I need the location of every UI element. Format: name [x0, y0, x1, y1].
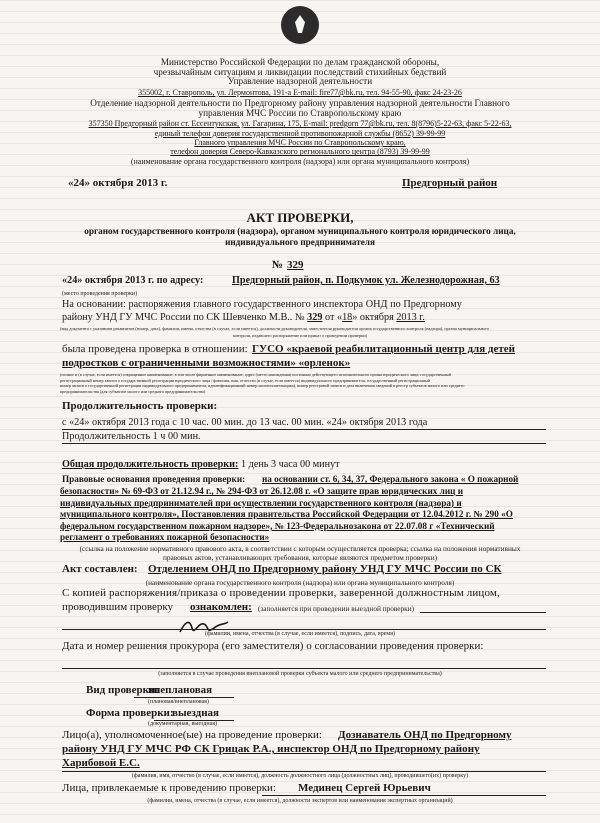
duration-line-1: с «24» октября 2013 года с 10 час. 00 мин. до 13 час. 00 мин. «24» октября 2013 года	[62, 417, 428, 428]
duration-underline-1	[62, 429, 546, 430]
signature-line	[62, 629, 546, 630]
entity-caption: (полное и (в случае, если имеется) сокращенное наименование, в том числе фирменное наименование, адрес (место нахождения) постоянно действующего исполнительного органа юридического лица, государственный регистрационный номер записи о государственной регистрации юридического лица / фамилия, имя, отчество (в случае, если имеется) индивидуального предпринимателя, государственный регистрационный номер записи о государственной регистрации индивидуального предпринимателя, идентификационный номер налогоплательщика), номер реестровой записи и дата включения сведений в реестр субъектов малого или среднего предпринимательства (для субъектов малого или среднего предпринимательства)	[60, 372, 465, 394]
kind-underline	[134, 697, 234, 698]
duration-label: Продолжительность проверки:	[62, 400, 218, 412]
legal-label: Правовые основания проведения проверки:	[62, 474, 246, 484]
act-subtitle: органом государственного контроля (надзора), органом муниципального контроля юридического лица, индивидуального предпринимателя	[84, 226, 516, 247]
experts-underline	[262, 795, 546, 796]
header-caption: (наименование органа государственного контроля (надзора) или органа муниципального контроля)	[130, 157, 470, 166]
order-number: 329	[307, 312, 323, 323]
act-title: АКТ ПРОВЕРКИ,	[246, 210, 354, 225]
prosecutor-caption: (заполняется в случае проведения внеплановой проверки субъекта малого или среднего предпринимательства)	[158, 671, 442, 677]
order-year: 2013 г.	[396, 312, 425, 323]
ministry-address: 355002, г. Ставрополь, ул. Лермонтова, 191-а E-mail: fire77@bk.ru, тел. 94-55-90, факс 24-23-26	[138, 88, 462, 97]
officials-line-2: району УНД ГУ МЧС РФ СК Грицак Р.А., инспектор ОНД по Предгорному району	[62, 743, 480, 755]
entity-line-2: подростков с ограниченными возможностями» «орленок»	[62, 357, 351, 369]
compiled-label: Акт составлен:	[62, 563, 138, 575]
experts-caption: (фамилии, имена, отчества (в случае, если имеется), должности экспертов или наименования экспертных организаций)	[147, 798, 453, 804]
experts-value: Мединец Сергей Юрьевич	[298, 782, 431, 794]
experts-label: Лица, привлекаемые к проведению проверки:	[62, 782, 276, 794]
basis-caption-1: (вид документа с указанием реквизитов (номер, дата), фамилии, имени, отчества (в случае, если имеется), должности руководителя, заместителя руководителя органа государственного контроля (надзора), органа муниципального	[60, 326, 490, 331]
department-name: Отделение надзорной деятельности по Предгорному району управления надзорной деятельности Главного управления МЧС России по Ставропольскому краю	[90, 98, 510, 118]
form-value: выездная	[172, 707, 219, 719]
entity-line-1: ГУСО «краевой реабилитационный центр для детей	[252, 343, 515, 355]
form-label: Форма проверки:	[86, 707, 174, 719]
prosecutor-line: Дата и номер решения прокурора (его заместителя) о согласовании проведения проверки:	[62, 640, 484, 652]
basis-line-1: На основании: распоряжения главного государственного инспектора ОНД по Предгорному	[62, 299, 462, 310]
copy-caption: (фамилии, имена, отчества (в случае, если имеется), подпись, дата, время)	[205, 631, 395, 637]
coat-of-arms-icon	[281, 6, 319, 44]
act-place: Предгорный район	[402, 177, 498, 189]
officials-caption: (фамилия, имя, отчество (в случае, если имеется), должность должностного лица (должностных лиц), проводившего(их) проверку)	[131, 773, 469, 779]
compiled-by: Отделением ОНД по Предгорному району УНД ГУ МЧС России по СК	[148, 563, 502, 575]
duration-underline-2	[62, 443, 546, 444]
acknowledged: ознакомлен:	[190, 601, 252, 613]
kind-value: внеплановая	[148, 684, 213, 696]
compiled-caption: (наименование органа государственного контроля (надзора) или органа муниципального контроля)	[145, 578, 455, 587]
inspection-date: «24» октября 2013 г. по адресу:	[62, 275, 204, 286]
total-duration: Общая продолжительность проверки: 1 день 3 часа 00 минут	[62, 459, 340, 470]
officials-underline	[62, 771, 546, 772]
copy-underline	[420, 612, 546, 613]
form-caption: (документарная, выездная)	[148, 721, 218, 727]
address-caption: (место проведения проверки)	[62, 291, 138, 297]
officials-line-1: Дознаватель ОНД по Предгорному	[338, 729, 512, 741]
copy-line-2: проводившим проверку	[62, 601, 174, 613]
legal-caption: (ссылка на положение нормативного правового акта, в соответствии с которым осуществляется проверка; ссылка на положения нормативных правовых актов, устанавливающих требования, которые являются предметом проверки)	[79, 544, 521, 562]
hotline-phones: единый телефон доверия государственной противопожарной службы (8652) 39-99-99 Главного управления МЧС России по Ставропольскому краю, телефон доверия Северо-Кавказского регионального центра (8793) 39-99-99	[154, 129, 446, 157]
duration-line-2: Продолжительность 1 ч 00 мин.	[62, 431, 201, 442]
conducted-prefix: была проведена проверка в отношении:	[62, 343, 248, 355]
legal-line-1: на основании ст. 6, 34, 37, Федерального закона « О пожарной	[262, 474, 519, 484]
ministry-header: Министерство Российской Федерации по делам гражданской обороны, чрезвычайным ситуациям и ликвидации последствий стихийных бедствий Управление надзорной деятельности	[153, 57, 447, 87]
officials-line-3: Харибовой Е.С.	[62, 757, 140, 769]
officials-prefix: Лицо(а), уполномоченное(ые) на проведение проверки:	[62, 729, 322, 741]
kind-label: Вид проверки:	[86, 684, 159, 696]
copy-line-1: С копией распоряжения/приказа о проведении проверки, заверенной должностным лицом,	[62, 587, 500, 599]
legal-text: безопасности» № 69-ФЗ от 21.12.94 г., № 294-ФЗ от 26.12.08 г. «О защите прав юридических лиц и индивидуальных предпринимателей при осуществлении государственного контроля (надзора) и муниципального контроля», Постановления правительства Российской Федерации от 12.04.2012 г. № 290 «О федеральном государственном пожарном надзоре», № 123-Федеральнозакона от 22.07.08 г «Технический регламент о требованиях пожарной безопасности»	[60, 486, 513, 543]
kind-caption: (плановая/внеплановая)	[148, 699, 209, 705]
act-date: «24» октября 2013 г.	[68, 177, 168, 189]
copy-inline-caption: (заполняется при проведении выездной проверки)	[258, 604, 415, 613]
order-day: 18	[342, 312, 353, 323]
department-address: 357350 Предгорный район ст. Ессентукская, ул. Гагарина, 175, E-mail: predgorn 77@bk.ru, тел. 8(8796)5-22-63, факс 5-22-63,	[88, 119, 512, 128]
basis-line-2: району УНД ГУ МЧС России по СК Шевченко М.В.. № 329 от «18» октября 2013 г.	[62, 312, 425, 323]
basis-caption-2: контроля, издавшего распоряжение или приказ о проведении проверки)	[232, 333, 368, 338]
act-number: 329	[287, 259, 304, 271]
act-number-label: №	[272, 259, 284, 271]
prosecutor-underline	[62, 668, 546, 669]
inspection-address: Предгорный район, п. Подкумок ул. Железнодорожная, 63	[232, 275, 500, 286]
